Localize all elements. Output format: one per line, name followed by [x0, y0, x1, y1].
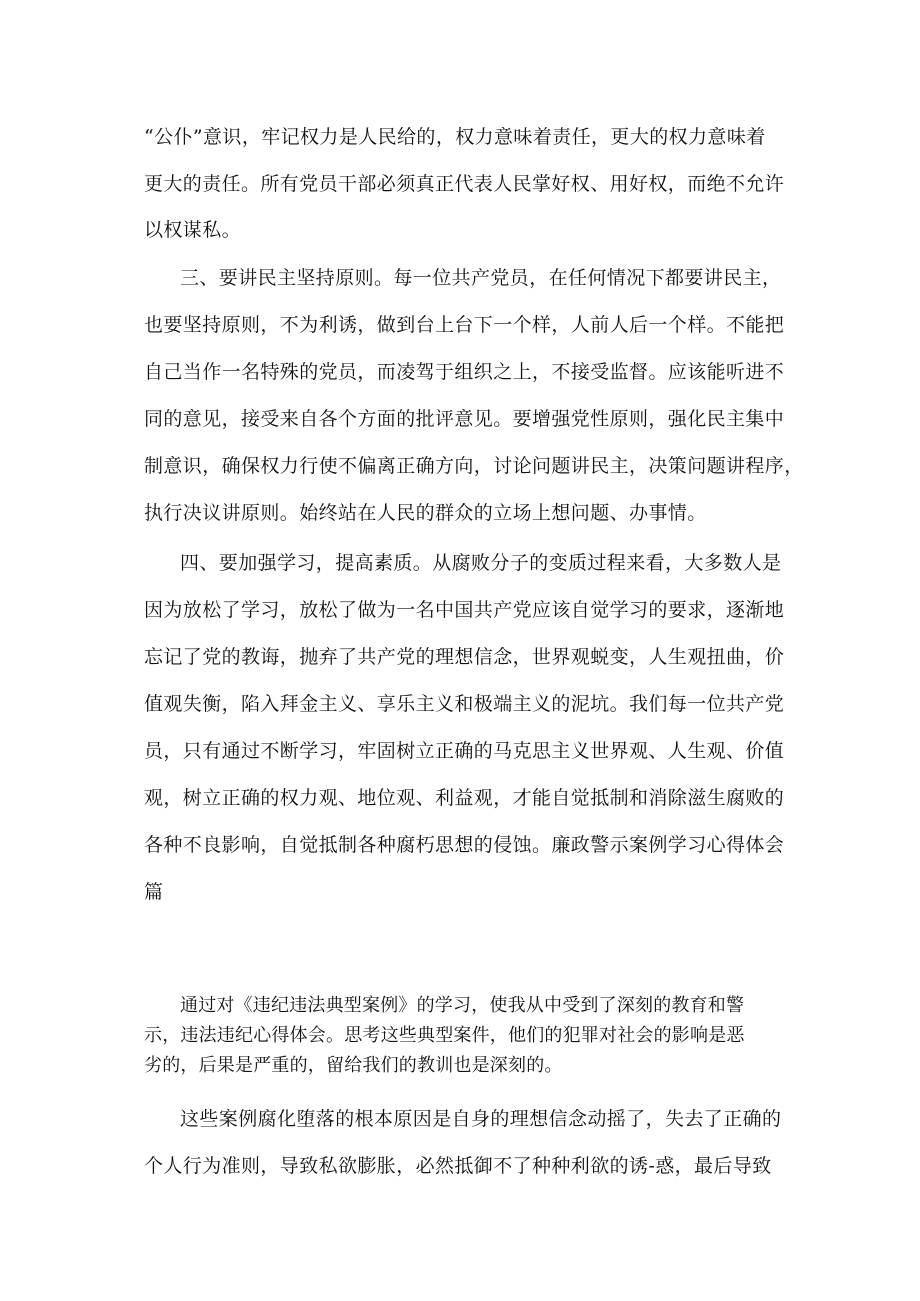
- paragraph-2-line-2: 也要坚持原则，不为利诱，做到台上台下一个样，人前人后一个样。不能把: [144, 314, 785, 336]
- paragraph-3-line-3: 忘记了党的教诲，抛弃了共产党的理想信念，世界观蜕变，人生观扭曲，价: [144, 646, 785, 668]
- paragraph-3-line-1: 四、要加强学习，提高素质。从腐败分子的变质过程来看，大多数人是: [180, 552, 782, 574]
- paragraph-2-line-3: 自己当作一名特殊的党员，而凌驾于组织之上，不接受监督。应该能听进不: [144, 361, 785, 383]
- paragraph-2-line-1: 三、要讲民主坚持原则。每一位共产党员，在任何情况下都要讲民主，: [180, 267, 782, 289]
- paragraph-2-line-4: 同的意见，接受来自各个方面的批评意见。要增强党性原则，强化民主集中: [144, 408, 785, 430]
- paragraph-3-line-7: 各种不良影响，自觉抵制各种腐朽思想的侵蚀。廉政警示案例学习心得体会: [144, 834, 785, 856]
- paragraph-4-line-2: 示，违法违纪心得体会。思考这些典型案件，他们的犯罪对社会的影响是恶: [144, 1025, 745, 1046]
- paragraph-3-line-5: 员，只有通过不断学习，牢固树立正确的马克思主义世界观、人生观、价值: [144, 740, 785, 762]
- paragraph-1-line-1: “公仆”意识，牢记权力是人民给的，权力意味着责任，更大的权力意味着: [144, 126, 766, 148]
- paragraph-5-line-2: 个人行为准则，导致私欲膨胀，必然抵御不了种种利欲的诱-惑，最后导致: [144, 1155, 772, 1177]
- paragraph-3-line-4: 值观失衡，陷入拜金主义、享乐主义和极端主义的泥坑。我们每一位共产党: [144, 693, 785, 715]
- paragraph-3-line-2: 因为放松了学习，放松了做为一名中国共产党应该自觉学习的要求，逐渐地: [144, 599, 785, 621]
- paragraph-4-line-1: 通过对《违纪违法典型案例》的学习，使我从中受到了深刻的教育和警: [180, 995, 745, 1016]
- paragraph-1-line-3: 以权谋私。: [144, 219, 242, 241]
- paragraph-3-line-6: 观，树立正确的权力观、地位观、利益观，才能自觉抵制和消除滋生腐败的: [144, 787, 785, 809]
- paragraph-1-line-2: 更大的责任。所有党员干部必须真正代表人民掌好权、用好权，而绝不允许: [144, 173, 785, 195]
- paragraph-4-line-3: 劣的，后果是严重的，留给我们的教训也是深刻的。: [144, 1055, 563, 1076]
- paragraph-2-line-6: 执行决议讲原则。始终站在人民的群众的立场上想问题、办事情。: [144, 502, 707, 524]
- paragraph-3-line-8: 篇: [144, 881, 164, 903]
- paragraph-5-line-1: 这些案例腐化堕落的根本原因是自身的理想信念动摇了，失去了正确的: [180, 1108, 782, 1130]
- paragraph-2-line-5: 制意识，确保权力行使不偏离正确方向，讨论问题讲民主，决策问题讲程序，: [144, 455, 804, 477]
